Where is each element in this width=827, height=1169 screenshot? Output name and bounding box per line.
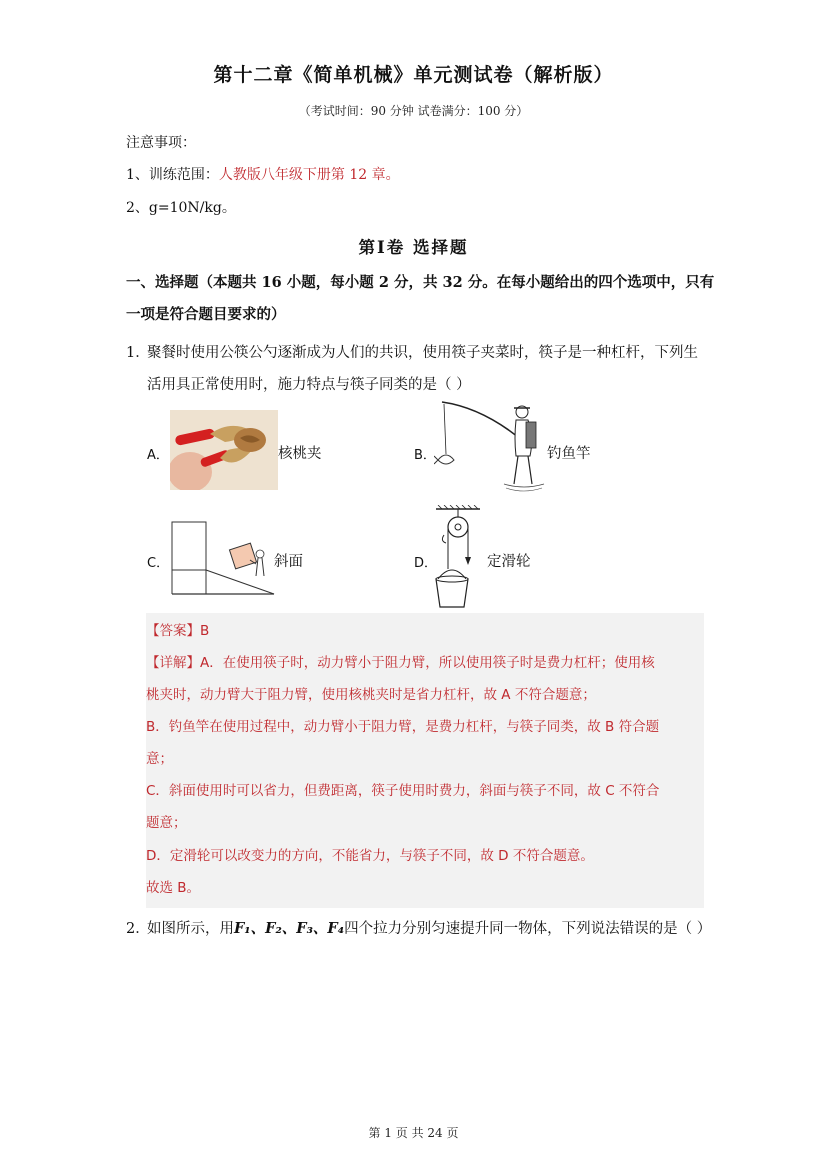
q2-text (147, 917, 711, 938)
q1-explanation-line: B．钓鱼竿在使用过程中，动力臂小于阻力臂，是费力杠杆，与筷子同类，故 B 符合题 (146, 719, 660, 735)
q1-explanation-line: 桃夹时，动力臂大于阻力臂，使用核桃夹时是省力杠杆，故 A 不符合题意； (146, 687, 596, 703)
section-title: 第Ⅰ卷 选择题 (358, 238, 469, 257)
option-d-label: D． (414, 556, 438, 571)
section-instruction-line-1: 一、选择题（本题共 16 小题，每小题 2 分，共 32 分。在每小题给出的四个选项中，只有 (126, 274, 715, 291)
q1-explanation-line: 故选 B。 (146, 880, 201, 896)
notes-heading: 注意事项： (126, 135, 196, 151)
option-b-text: 钓鱼竿 (547, 446, 591, 462)
q1-explanation-line: C．斜面使用时可以省力，但费距离，筷子使用时费力，斜面与筷子不同，故 C 不符合 (146, 783, 660, 799)
section-instruction-line-2: 一项是符合题目要求的） (126, 306, 286, 323)
option-a-label: A． (147, 448, 169, 463)
exam-info: （考试时间：90 分钟 试卷满分：100 分） (298, 104, 529, 118)
fishing-rod-image (434, 398, 546, 498)
q2-forces: F₁、F₂、F₃、F₄ (234, 920, 345, 937)
notes-item-1-prefix: 1、训练范围： (126, 167, 219, 183)
option-c-text: 斜面 (274, 554, 303, 570)
q1-line-2: 活用具正常使用时，施力特点与筷子同类的是（ ） (147, 377, 471, 393)
q2-text-before: 如图所示，用 (147, 921, 234, 937)
inclined-plane-image (170, 520, 276, 598)
notes-item-1-scope: 人教版八年级下册第 12 章。 (218, 167, 400, 183)
q2-number: 2． (126, 921, 150, 937)
fixed-pulley-image (430, 505, 486, 611)
q1-explanation-line: D．定滑轮可以改变力的方向，不能省力，与筷子不同，故 D 不符合题意。 (146, 848, 594, 864)
page-title: 第十二章《简单机械》单元测试卷（解析版） (213, 64, 614, 86)
option-c-label: C． (147, 556, 170, 571)
q1-explanation-line: 【详解】A．在使用筷子时，动力臂小于阻力臂，所以使用筷子时是费力杠杆；使用核 (146, 655, 655, 671)
option-d-text: 定滑轮 (487, 554, 531, 570)
page-number: 第 1 页 共 24 页 (368, 1126, 459, 1140)
q1-line-1: 聚餐时使用公筷公勺逐渐成为人们的共识，使用筷子夹菜时，筷子是一种杠杆，下列生 (147, 345, 698, 361)
notes-item-2: 2、g=10N/kg。 (126, 200, 236, 216)
q1-explanation-line: 意； (146, 751, 173, 767)
q1-explanation-line: 题意； (146, 815, 187, 831)
notes-item-1 (126, 166, 400, 184)
q1-answer-panel (146, 613, 704, 908)
option-b-label: B． (414, 448, 436, 463)
option-a-text: 核桃夹 (278, 446, 322, 462)
nutcracker-image (170, 410, 278, 490)
q1-answer: 【答案】B (146, 623, 210, 639)
q2-text-after: 四个拉力分别匀速提升同一物体，下列说法错误的是（ ） (344, 921, 712, 937)
q1-number: 1． (126, 345, 150, 361)
